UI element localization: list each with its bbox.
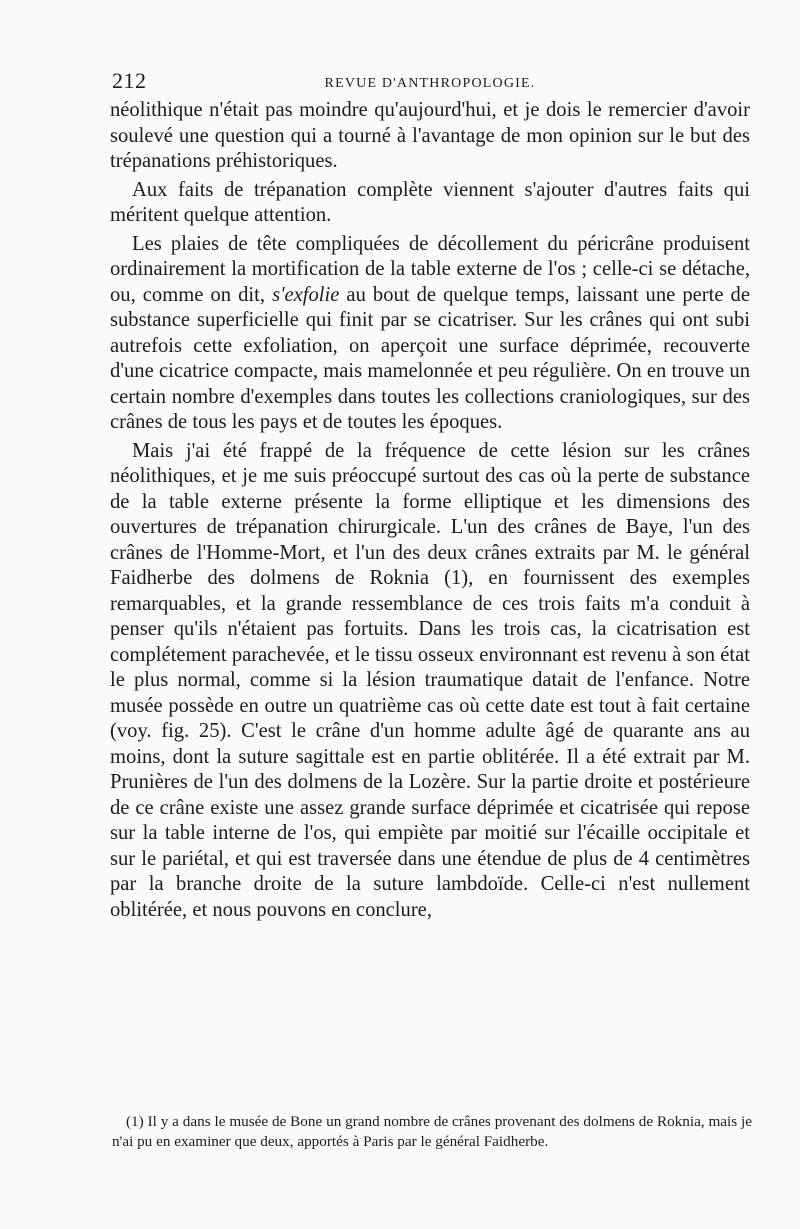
paragraph-3 (110, 232, 750, 436)
paragraph-4: Mais j'ai été frappé de la fréquence de cette lésion sur les crânes néolithiques, et je me suis préoccupé surtout des cas où la perte de substance de la table externe présente la forme elliptique et les dimensions des ouvertures de trépanation chirurgicale. L'un des crânes de Baye, l'un des crânes de l'Homme-Mort, et l'un des deux crânes extraits par M. le général Faidherbe des dolmens de Roknia (1), en fournissent des exemples remarquables, et la grande ressemblance de ces trois faits m'a conduit à penser qu'ils n'étaient pas fortuits. Dans les trois cas, la cicatrisation est complétement parachevée, et le tissu osseux environnant est revenu à son état le plus normal, comme si la lésion traumatique datait de l'enfance. Notre musée possède en outre un quatrième cas où cette date est tout à fait certaine (voy. fig. 25). C'est le crâne d'un homme adulte âgé de quarante ans au moins, dont la suture sagittale est en partie oblitérée. Il a été extrait par M. Prunières de l'un des dolmens de la Lozère. Sur la partie droite et postérieure de ce crâne existe une assez grande surface déprimée et cicatrisée qui repose sur la table interne de l'os, qui empiète par moitié sur l'écaille occipitale et sur le pariétal, et qui est traversée dans une étendue de plus de 4 centimètres par la branche droite de la suture lambdoïde. Celle-ci n'est nullement oblitérée, et nous pouvons en conclure, (110, 439, 750, 921)
body-text (110, 98, 750, 926)
paragraph-1: néolithique n'était pas moindre qu'aujourd'hui, et je dois le remercier d'avoir soulevé une question qui a tourné à l'avantage de mon opinion sur le but des trépanations préhistoriques. (110, 99, 750, 172)
page-number: 212 (112, 68, 147, 93)
footnote: (1) Il y a dans le musée de Bone un grand nombre de crânes provenant des dolmens de Roknia, mais je n'ai pu en examiner que deux, apportés à Paris par le général Faidherbe. (112, 1113, 752, 1150)
italic-term: s'exfolie (272, 283, 340, 306)
paragraph-3-end: au bout de quelque temps, laissant une perte de substance superficielle qui finit par se cicatriser. Sur les crânes qui ont subi autrefois cette exfoliation, on aperçoit une surface déprimée, recouverte d'une cicatrice compacte, mais mamelonnée et peu régulière. On en trouve un certain nombre d'exemples dans toutes les collections craniologiques, sur des crânes de tous les pays et de toutes les époques. (110, 283, 750, 433)
page-header (112, 68, 748, 98)
paragraph-2: Aux faits de trépanation complète viennent s'ajouter d'autres faits qui méritent quelque attention. (110, 178, 750, 226)
running-title: REVUE D'ANTHROPOLOGIE. (324, 76, 536, 91)
paragraph-3-start: Les plaies de tête compliquées de décollement du péricrâne produisent ordinairement la mortification de la table externe de l'os ; celle-ci se détache, ou, comme on dit, (110, 232, 750, 306)
